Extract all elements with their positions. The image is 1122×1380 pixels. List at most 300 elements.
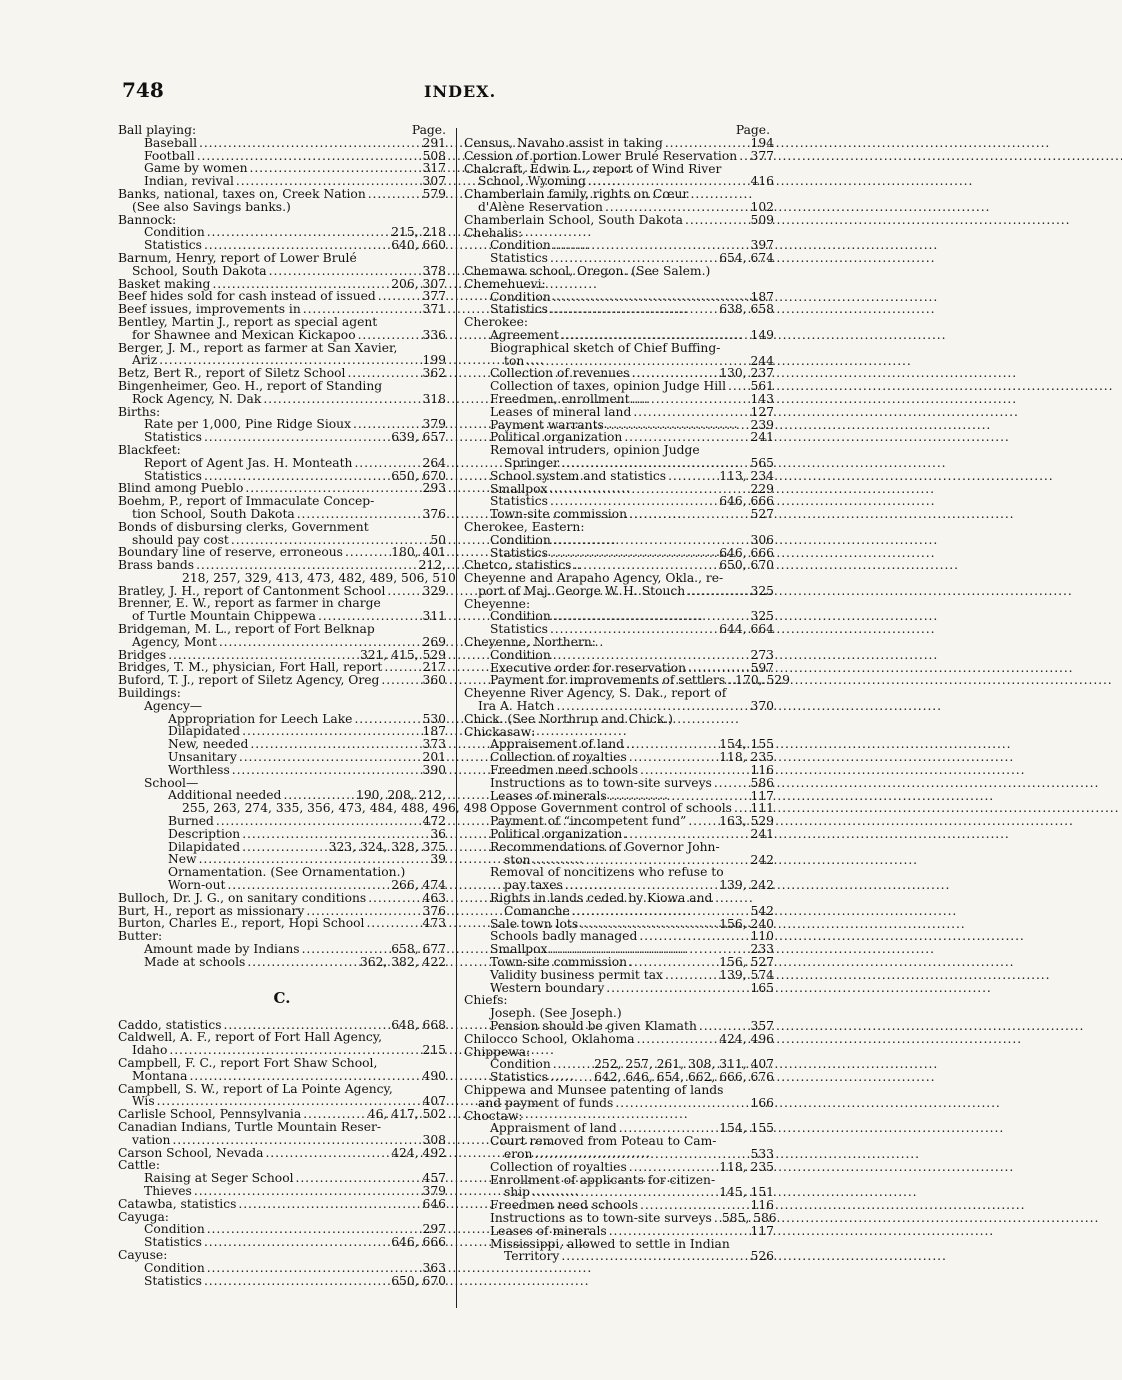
entry-text: Dilapidated bbox=[168, 839, 241, 854]
entry-text: should pay cost bbox=[132, 532, 229, 547]
entry-page: 187 bbox=[422, 724, 446, 739]
entry-text: Statistics bbox=[490, 302, 548, 317]
entry-text: vation bbox=[132, 1132, 171, 1147]
entry-page: 650, 670 bbox=[719, 558, 774, 573]
entry-text: Banks, national, taxes on, Creek Nation bbox=[118, 186, 366, 201]
entry-text: Description bbox=[168, 826, 241, 841]
entry-page: 377 bbox=[750, 148, 774, 163]
entry-page: 370 bbox=[750, 699, 774, 714]
entry-text: Cattle: bbox=[118, 1158, 160, 1173]
entry-page: 416 bbox=[750, 174, 774, 189]
entry-text: School, Wyoming bbox=[478, 174, 586, 189]
index-entry bbox=[464, 1084, 774, 1097]
entry-page: 363 bbox=[422, 1260, 446, 1275]
index-entry bbox=[464, 828, 774, 841]
entry-leader bbox=[381, 674, 420, 687]
index-entry bbox=[464, 406, 774, 419]
entry-text: Freedmen need schools bbox=[490, 1198, 639, 1213]
index-entry bbox=[118, 521, 446, 534]
entry-text: Chemehuevi: bbox=[464, 276, 546, 291]
entry-leader bbox=[606, 982, 748, 995]
entry-text: Appropriation for Leech Lake bbox=[168, 711, 353, 726]
entry-text: pay taxes bbox=[504, 878, 563, 893]
index-entry bbox=[464, 636, 774, 649]
entry-page: 187 bbox=[750, 289, 774, 304]
entry-text: Blackfeet: bbox=[118, 442, 181, 457]
index-entry bbox=[118, 1236, 446, 1249]
entry-leader bbox=[196, 559, 417, 572]
index-entry bbox=[118, 431, 446, 444]
entry-text: ston bbox=[504, 852, 531, 867]
entry-page: 542 bbox=[750, 903, 774, 918]
index-entry bbox=[464, 1033, 774, 1046]
entry-text: Payment for improvements of settlers bbox=[490, 673, 726, 688]
entry-text: Caddo, statistics bbox=[118, 1017, 222, 1032]
index-entry bbox=[118, 1070, 446, 1083]
entry-leader bbox=[629, 1161, 717, 1174]
entry-text: Agency, Mont bbox=[132, 634, 217, 649]
index-entry bbox=[118, 636, 446, 649]
entry-text: ton bbox=[504, 353, 525, 368]
entry-text: Report of Agent Jas. H. Monteath bbox=[144, 455, 353, 470]
entry-page: 472 bbox=[422, 814, 446, 829]
entry-text: Condition bbox=[490, 289, 551, 304]
index-entry bbox=[118, 316, 446, 329]
entry-page: 239 bbox=[750, 417, 774, 432]
index-entry bbox=[118, 570, 456, 585]
entry-text: Statistics bbox=[144, 238, 202, 253]
entry-text: Chemawa school, Oregon. (See Salem.) bbox=[464, 263, 711, 278]
entry-leader bbox=[534, 1148, 748, 1161]
entry-text: Choctaw: bbox=[464, 1108, 523, 1123]
page-title: INDEX. bbox=[424, 82, 497, 101]
index-entry bbox=[464, 649, 774, 662]
entry-leader bbox=[629, 956, 717, 969]
entry-leader bbox=[699, 1020, 749, 1033]
entry-text: (See also Savings banks.) bbox=[132, 199, 291, 214]
entry-text: Campbell, F. C., report Fort Shaw School, bbox=[118, 1055, 378, 1070]
index-entry bbox=[464, 329, 774, 342]
entry-leader bbox=[629, 508, 748, 521]
entry-text: Political organization bbox=[490, 827, 623, 842]
index-entry bbox=[118, 495, 446, 508]
entry-page: 648, 668 bbox=[391, 1017, 446, 1032]
entry-text: eron bbox=[504, 1146, 533, 1161]
entry-page: 646 bbox=[422, 1196, 446, 1211]
index-entry bbox=[118, 1057, 446, 1070]
entry-text: Worthless bbox=[168, 762, 230, 777]
entry-text: Mississippi, allowed to settle in Indian bbox=[490, 1236, 730, 1251]
entry-text: Chetco, statistics bbox=[464, 558, 572, 573]
index-entry bbox=[118, 700, 446, 713]
index-entry bbox=[118, 252, 446, 265]
entry-page: 154, 155 bbox=[719, 737, 774, 752]
entry-text: Chickasaw: bbox=[464, 724, 536, 739]
entry-text: Beef hides sold for cash instead of issued bbox=[118, 289, 376, 304]
entry-text: Appraisement of land bbox=[490, 737, 624, 752]
entry-leader bbox=[572, 905, 749, 918]
entry-page: 111 bbox=[750, 801, 774, 816]
entry-page: 273 bbox=[750, 647, 774, 662]
entry-leader bbox=[605, 201, 749, 214]
entry-page: 291 bbox=[422, 135, 446, 150]
entry-text: Ball playing: bbox=[118, 123, 197, 137]
entry-text: Condition bbox=[490, 647, 551, 662]
entry-page: 156, 240 bbox=[719, 916, 774, 931]
entry-text: Appraisment of land bbox=[490, 1121, 617, 1136]
entry-text: Town-site commission bbox=[490, 955, 628, 969]
entry-page: 533 bbox=[750, 1146, 774, 1161]
entry-text: Oppose Government control of schools bbox=[490, 801, 732, 816]
entry-page: 194 bbox=[750, 136, 774, 150]
entry-text: Raising at Seger School bbox=[144, 1171, 294, 1186]
entry-page: 376 bbox=[422, 506, 446, 521]
entry-page: 145, 151 bbox=[719, 1185, 774, 1200]
entry-page: 118, 235 bbox=[719, 1159, 774, 1174]
entry-text: Chick. (See Northrup and Chick.) bbox=[464, 711, 673, 726]
entry-text: ship bbox=[504, 1185, 531, 1200]
entry-page: 139, 242 bbox=[719, 878, 774, 893]
entry-leader bbox=[561, 1250, 748, 1263]
index-entry bbox=[118, 444, 446, 457]
entry-text: Leases of minerals bbox=[490, 1223, 607, 1238]
entry-page: 565 bbox=[750, 455, 774, 470]
entry-text: Statistics bbox=[490, 545, 548, 560]
section-letter: C. bbox=[273, 988, 291, 1007]
entry-leader bbox=[368, 892, 420, 905]
entry-text: Cheyenne River Agency, S. Dak., report of bbox=[464, 686, 727, 701]
page-header bbox=[122, 78, 762, 108]
index-entry bbox=[118, 393, 446, 406]
index-entry bbox=[118, 124, 446, 137]
entry-text: Burt, H., report as missionary bbox=[118, 903, 305, 918]
left-entries-c bbox=[118, 1019, 446, 1288]
entry-text: Statistics bbox=[144, 468, 202, 483]
index-entry bbox=[118, 1249, 446, 1262]
entry-text: Brenner, E. W., report as farmer in charge bbox=[118, 596, 381, 611]
entry-page: 377 bbox=[422, 289, 446, 304]
entry-text: Political organization bbox=[490, 430, 623, 445]
entry-text: Collection of taxes, opinion Judge Hill bbox=[490, 379, 727, 394]
entry-text: Statistics bbox=[144, 1235, 202, 1250]
entry-page: 640, 660 bbox=[391, 238, 446, 253]
entry-text: Boundary line of reserve, erroneous bbox=[118, 545, 343, 560]
entry-leader bbox=[665, 969, 717, 982]
entry-text: Executive order for reservation bbox=[490, 660, 687, 675]
entry-text: Collection of revenues bbox=[490, 366, 630, 381]
entry-text: Bridgeman, M. L., report of Fort Belknap bbox=[118, 622, 375, 637]
index-entry bbox=[464, 444, 774, 457]
entry-page: 508 bbox=[422, 148, 446, 163]
page-number: 748 bbox=[122, 78, 164, 102]
entry-text: Recommendations of Governor John- bbox=[490, 839, 720, 854]
index-entry bbox=[464, 572, 774, 585]
entry-text: Brass bands bbox=[118, 558, 195, 573]
entry-page: 357 bbox=[750, 1018, 774, 1033]
entry-text: Rights in lands ceded by Kiowa and bbox=[490, 891, 713, 906]
entry-text: School, South Dakota bbox=[132, 263, 267, 278]
entry-leader bbox=[194, 1185, 421, 1198]
entry-leader bbox=[550, 303, 717, 316]
index-entry bbox=[118, 188, 446, 201]
index-entry bbox=[118, 508, 446, 521]
entry-page: 269 bbox=[422, 634, 446, 649]
index-entry bbox=[464, 470, 774, 483]
entry-text: Pension should be given Klamath bbox=[490, 1018, 697, 1033]
index-entry bbox=[464, 700, 774, 713]
entry-page: 117 bbox=[750, 788, 774, 803]
entry-text: Springer bbox=[504, 455, 560, 470]
entry-text: Instructions as to town-site surveys bbox=[490, 1210, 712, 1225]
entry-page: 371 bbox=[422, 302, 446, 317]
entry-leader bbox=[366, 917, 420, 930]
entry-text: Bannock: bbox=[118, 212, 177, 227]
entry-text: Chilocco School, Oklahoma bbox=[464, 1031, 635, 1046]
entry-page: 323, 324, 328, 375 bbox=[328, 839, 446, 854]
entry-text: Comanche bbox=[504, 903, 570, 918]
entry-page: 317 bbox=[422, 161, 446, 176]
entry-page: 424, 496 bbox=[719, 1031, 774, 1046]
entry-text: Payment of “incompetent fund” bbox=[490, 814, 687, 829]
entry-text: Bingenheimer, Geo. H., report of Standing bbox=[118, 378, 383, 393]
index-entry bbox=[464, 585, 774, 598]
entry-page: 646, 666 bbox=[391, 1235, 446, 1250]
entry-page: 650, 670 bbox=[391, 1273, 446, 1288]
entry-page: 139, 574 bbox=[719, 967, 774, 982]
entry-text: Cherokee, Eastern: bbox=[464, 519, 585, 534]
entry-page: 407 bbox=[422, 1094, 446, 1109]
index-entry bbox=[464, 905, 774, 918]
entry-text: Chippewa: bbox=[464, 1044, 531, 1059]
entry-page: 654, 674 bbox=[719, 251, 774, 266]
entry-text: Worn-out bbox=[168, 878, 226, 893]
index-entry bbox=[118, 917, 446, 930]
entry-text: Idaho bbox=[132, 1043, 168, 1058]
entry-leader bbox=[358, 329, 421, 342]
entry-text: Cheyenne: bbox=[464, 596, 531, 611]
index-entry bbox=[118, 828, 446, 841]
entry-text: Made at schools bbox=[144, 954, 246, 969]
entry-text: Unsanitary bbox=[168, 750, 237, 765]
entry-text: School system and statistics bbox=[490, 468, 667, 483]
index-entry bbox=[118, 687, 446, 700]
entry-page: 163, 529 bbox=[719, 814, 774, 829]
entry-text: Court removed from Poteau to Cam- bbox=[490, 1134, 717, 1149]
entry-text: Bratley, J. H., report of Cantonment School bbox=[118, 583, 386, 598]
entry-text: Collection of royalties bbox=[490, 750, 627, 765]
entry-text: Baseball bbox=[144, 135, 198, 150]
index-entry bbox=[118, 1185, 446, 1198]
entry-text: Statistics bbox=[144, 430, 202, 445]
entry-text: port of Maj. George W. H. Stouch bbox=[478, 583, 686, 598]
entry-page: 190, 208, 212, bbox=[356, 788, 446, 803]
entry-text: Removal intruders, opinion Judge bbox=[490, 443, 700, 458]
index-entry bbox=[464, 1020, 774, 1033]
entry-page: 646, 666 bbox=[719, 494, 774, 509]
entry-text: Enrollment of applicants for citizen- bbox=[490, 1172, 716, 1187]
entry-leader bbox=[172, 1134, 420, 1147]
entry-leader bbox=[247, 956, 358, 969]
index-entry bbox=[118, 380, 446, 393]
entry-text: Freedmen need schools bbox=[490, 763, 639, 778]
entry-page: 642, 646, 654, 662, 666, 676 bbox=[594, 1070, 774, 1085]
index-entry bbox=[464, 1225, 774, 1238]
index-entry bbox=[464, 982, 774, 995]
entry-text: Buford, T. J., report of Siletz Agency, Oreg bbox=[118, 673, 380, 688]
entry-page: 241 bbox=[750, 430, 774, 445]
entry-text: Agency— bbox=[144, 698, 203, 713]
entry-text: Agreement bbox=[490, 327, 559, 342]
index-entry bbox=[464, 265, 774, 278]
entry-page: 215, 218 bbox=[391, 225, 446, 240]
entry-text: 255, 263, 274, 335, 356, 473, 484, 488, 496, 498 bbox=[182, 801, 488, 816]
entry-text: Statistics bbox=[144, 1273, 202, 1288]
index-entry bbox=[118, 329, 446, 342]
entry-text: Caldwell, A. F., report of Fort Hall Agency, bbox=[118, 1030, 382, 1045]
entry-text: Cession of portion Lower Brulé Reservation bbox=[464, 148, 738, 163]
entry-page: 215 bbox=[422, 1043, 446, 1058]
entry-leader bbox=[263, 393, 420, 406]
left-entries bbox=[118, 123, 488, 969]
index-entry bbox=[118, 879, 446, 892]
entry-text: Rate per 1,000, Pine Ridge Sioux bbox=[144, 417, 352, 432]
entry-page: 154, 155 bbox=[719, 1121, 774, 1136]
entry-page: 165 bbox=[750, 980, 774, 995]
entry-text: School— bbox=[144, 775, 199, 790]
entry-page: 229 bbox=[750, 481, 774, 496]
entry-leader bbox=[238, 1198, 420, 1211]
entry-text: Payment warrants bbox=[490, 417, 604, 432]
entry-page: 127 bbox=[750, 404, 774, 419]
entry-leader bbox=[665, 137, 749, 150]
entry-leader bbox=[302, 943, 390, 956]
entry-page: 321, 415, 529 bbox=[359, 647, 446, 662]
entry-leader bbox=[354, 457, 420, 470]
entry-text: Game by women bbox=[144, 161, 248, 176]
index-entry bbox=[464, 764, 774, 777]
entry-leader bbox=[204, 431, 389, 444]
entry-page: 325 bbox=[750, 609, 774, 624]
index-entry bbox=[118, 137, 446, 150]
entry-page: 379 bbox=[422, 417, 446, 432]
entry-leader bbox=[232, 764, 421, 777]
entry-page: 180, 401 bbox=[391, 545, 446, 560]
entry-page: 264 bbox=[422, 455, 446, 470]
entry-page: 116 bbox=[750, 763, 774, 778]
entry-page: 509 bbox=[750, 212, 774, 227]
entry-leader bbox=[609, 1225, 749, 1238]
entry-page: 201 bbox=[422, 750, 446, 765]
entry-text: Condition bbox=[144, 1260, 205, 1275]
entry-page: 118, 235 bbox=[719, 750, 774, 765]
right-page-head: Page. bbox=[735, 123, 770, 137]
entry-text: d'Alène Reservation bbox=[478, 199, 603, 214]
entry-text: Ornamentation. (See Ornamentation.) bbox=[168, 865, 406, 880]
entry-text: Condition bbox=[144, 225, 205, 240]
entry-text: Campbell, S. W., report of La Pointe Agency, bbox=[118, 1081, 393, 1096]
entry-page: 307 bbox=[422, 174, 446, 189]
entry-text: New bbox=[168, 852, 197, 867]
entry-text: Betz, Bert R., report of Siletz School bbox=[118, 366, 346, 381]
entry-text: Football bbox=[144, 148, 195, 163]
index-entry bbox=[464, 956, 774, 969]
entry-page: 306 bbox=[750, 532, 774, 547]
entry-text: Condition bbox=[490, 609, 551, 624]
entry-text: Bridges, T. M., physician, Fort Hall, report bbox=[118, 660, 383, 675]
entry-text: New, needed bbox=[168, 737, 249, 752]
entry-page: Page. bbox=[411, 123, 446, 137]
entry-text: Statistics bbox=[490, 251, 548, 266]
entry-page: 206, 307 bbox=[391, 276, 446, 291]
entry-page: 166 bbox=[750, 1095, 774, 1110]
entry-page: 473 bbox=[422, 916, 446, 931]
index-entry bbox=[118, 764, 446, 777]
index-entry bbox=[464, 201, 774, 214]
entry-text: Bentley, Martin J., report as special agent bbox=[118, 314, 378, 329]
entry-page: 130, 237 bbox=[719, 366, 774, 381]
entry-text: Leases of mineral land bbox=[490, 404, 632, 419]
entry-page: 308 bbox=[422, 1132, 446, 1147]
entry-text: Canadian Indians, Turtle Mountain Reser- bbox=[118, 1119, 382, 1134]
entry-leader bbox=[207, 1262, 421, 1275]
entry-page: 252, 257, 261, 308, 311, 407 bbox=[594, 1057, 774, 1072]
entry-leader bbox=[637, 1033, 718, 1046]
entry-text: for Shawnee and Mexican Kickapoo bbox=[132, 327, 356, 342]
entry-text: Chamberlain School, South Dakota bbox=[464, 212, 683, 227]
entry-page: 217 bbox=[422, 660, 446, 675]
entry-page: 378 bbox=[422, 263, 446, 278]
entry-page: 658, 677 bbox=[391, 942, 446, 956]
entry-page: 646, 666 bbox=[719, 545, 774, 560]
entry-page: 266, 474 bbox=[391, 878, 446, 893]
entry-text: Joseph. (See Joseph.) bbox=[490, 1006, 622, 1021]
entry-text: Thieves bbox=[144, 1183, 192, 1198]
entry-page: 50 bbox=[430, 532, 446, 547]
entry-text: Catawba, statistics bbox=[118, 1196, 237, 1211]
entry-text: Bulloch, Dr. J. G., on sanitary conditions bbox=[118, 890, 367, 905]
entry-text: Chehalis: bbox=[464, 225, 523, 240]
entry-leader bbox=[687, 585, 748, 598]
entry-text: Town-site commission bbox=[490, 507, 628, 522]
index-entry bbox=[464, 521, 774, 534]
index-entry bbox=[464, 508, 774, 521]
entry-text: Carlisle School, Pennsylvania bbox=[118, 1107, 302, 1122]
entry-text: Bonds of disbursing clerks, Government bbox=[118, 519, 369, 534]
entry-page: 650, 670 bbox=[391, 468, 446, 483]
entry-leader bbox=[216, 815, 421, 828]
entry-page: 110 bbox=[750, 929, 774, 944]
entry-leader bbox=[269, 265, 421, 278]
entry-page: 644, 664 bbox=[719, 622, 774, 637]
entry-text: Carson School, Nevada bbox=[118, 1145, 264, 1160]
entry-text: Smallpox bbox=[490, 942, 548, 957]
entry-text: Cayuga: bbox=[118, 1209, 169, 1224]
index-entry bbox=[464, 534, 774, 547]
index-entry bbox=[464, 841, 774, 854]
entry-text: Wis bbox=[132, 1094, 155, 1109]
entry-text: Chippewa and Munsee patenting of lands bbox=[464, 1082, 724, 1097]
entry-page: 329 bbox=[422, 583, 446, 598]
index-entry bbox=[464, 342, 774, 355]
entry-text: Boehm, P., report of Immaculate Concep- bbox=[118, 494, 375, 509]
entry-text: Amount made by Indians bbox=[144, 942, 300, 956]
entry-page: 143 bbox=[750, 391, 774, 406]
entry-leader bbox=[615, 1097, 748, 1110]
entry-leader bbox=[553, 649, 749, 662]
index-entry bbox=[118, 1134, 446, 1147]
entry-page: 336 bbox=[422, 327, 446, 342]
index-entry bbox=[464, 150, 774, 163]
